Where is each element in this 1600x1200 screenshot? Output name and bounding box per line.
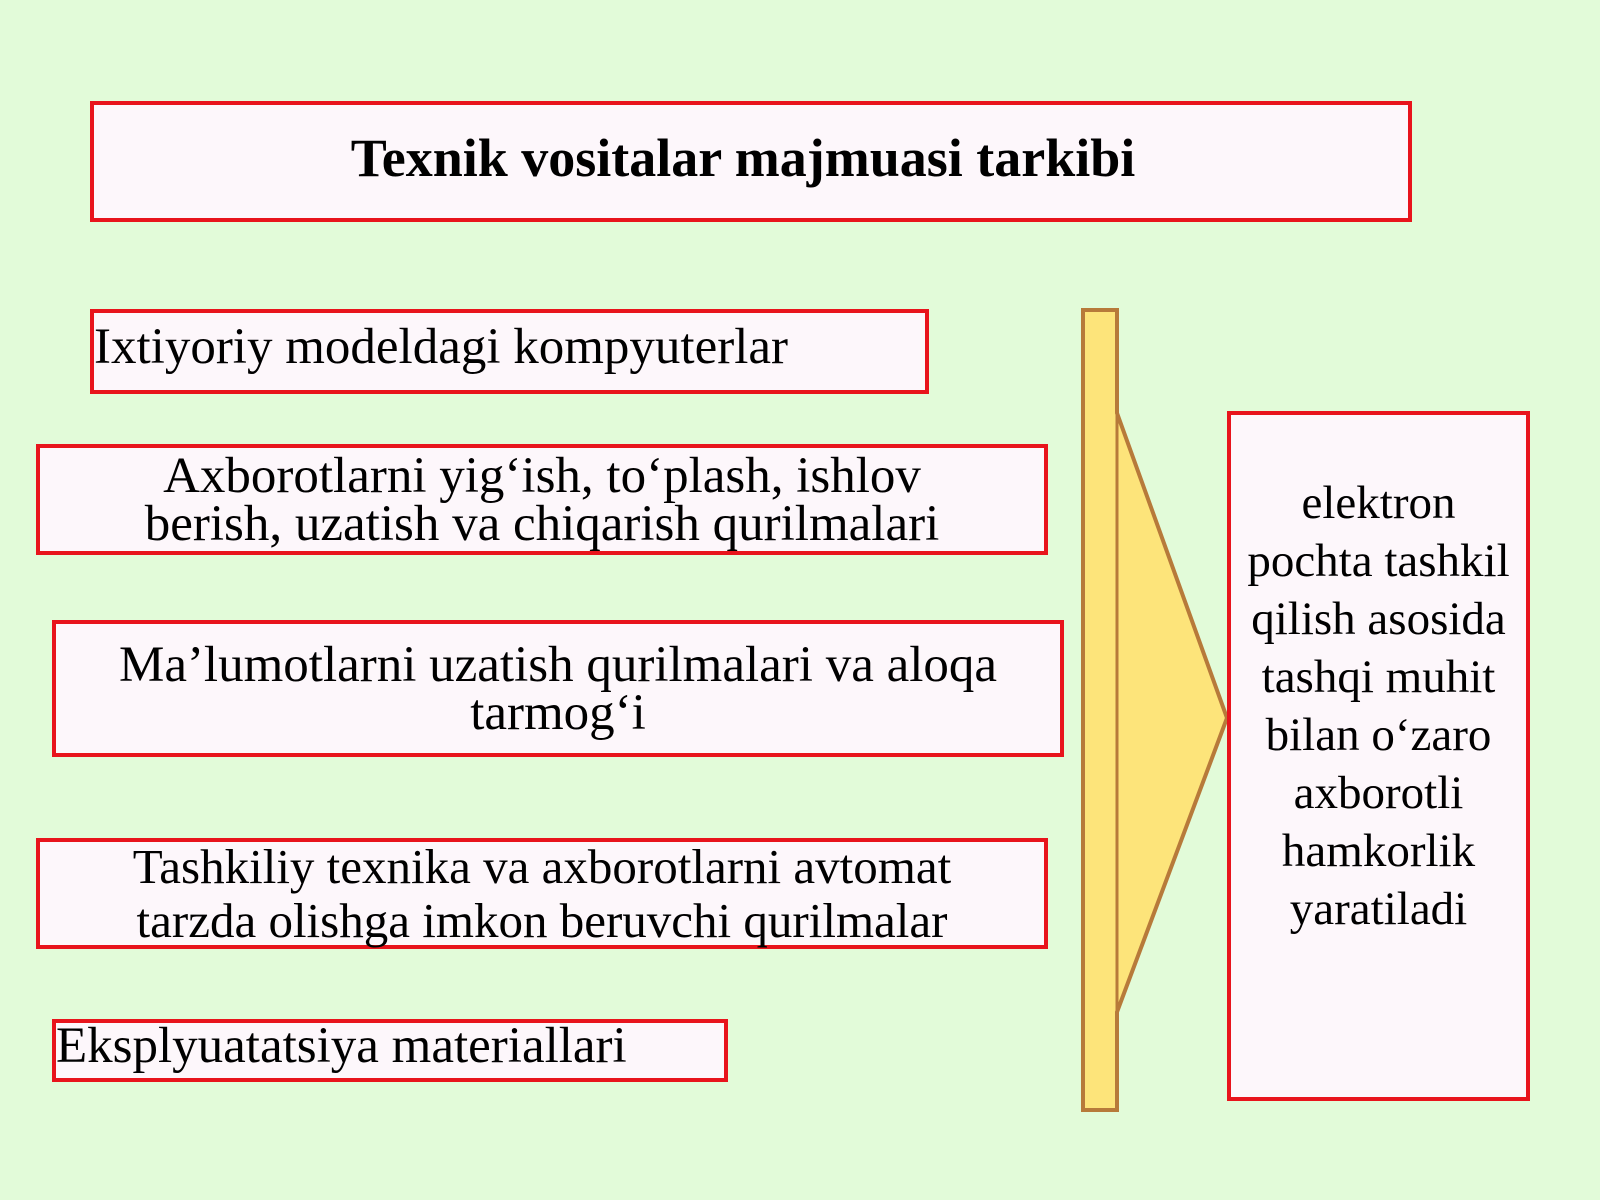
result-box <box>1227 411 1530 1101</box>
bracket-arrow-shape <box>1083 310 1227 1110</box>
component-box-computers <box>90 309 929 394</box>
component-label-line: Axborotlarni yig‘ish, to‘plash, ishlov <box>163 447 921 504</box>
result-line: tashqi muhit <box>1261 651 1496 703</box>
component-label-line: Tashkiliy texnika va axborotlarni avtomat <box>132 838 952 894</box>
result-line: bilan o‘zaro <box>1265 709 1492 761</box>
result-line: elektron <box>1301 477 1456 529</box>
component-box-materials <box>52 1019 728 1082</box>
page-title: Texnik vositalar majmuasi tarkibi <box>350 127 1136 188</box>
component-box-office-equipment <box>36 838 1048 949</box>
component-label: Eksplyuatatsiya materiallari <box>56 1018 627 1074</box>
result-line: pochta tashkil <box>1247 535 1510 587</box>
result-line: qilish asosida <box>1251 593 1506 645</box>
component-label-line: berish, uzatish va chiqarish qurilmalari <box>144 495 940 552</box>
result-line: axborotli <box>1293 767 1464 819</box>
component-box-network <box>52 620 1064 757</box>
result-line: yaratiladi <box>1289 883 1468 935</box>
result-line: hamkorlik <box>1281 825 1476 877</box>
component-box-io-devices <box>36 444 1048 555</box>
component-label-line: Ma’lumotlarni uzatish qurilmalari va aloqa <box>118 636 998 693</box>
component-label-line: tarzda olishga imkon beruvchi qurilmalar <box>136 892 948 948</box>
component-label-line: tarmog‘i <box>470 684 646 741</box>
component-label: Ixtiyoriy modeldagi kompyuterlar <box>94 319 789 375</box>
title-box <box>90 101 1412 222</box>
